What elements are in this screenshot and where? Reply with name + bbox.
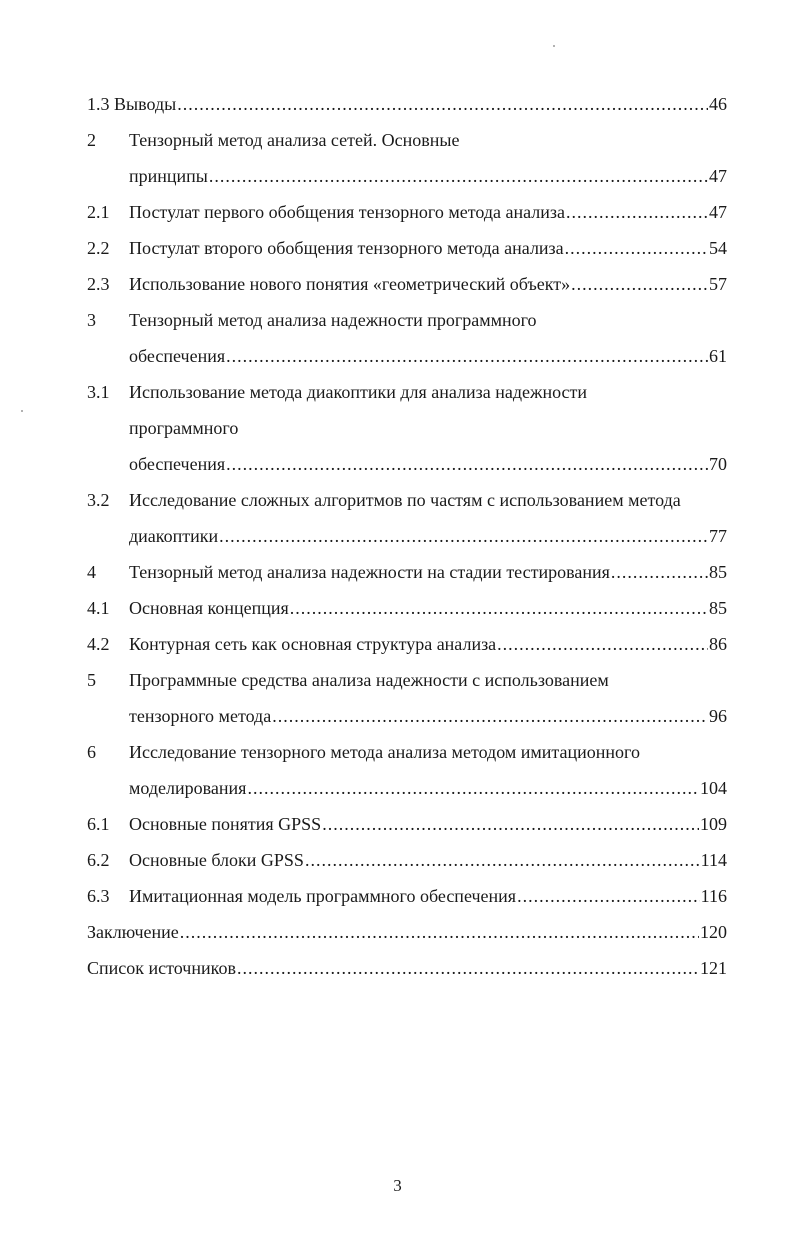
toc-entry-number: 6	[87, 742, 96, 762]
toc-entry-page: 114	[700, 850, 727, 870]
toc-leader-dots	[322, 806, 699, 842]
toc-entry-page: 86	[709, 634, 727, 654]
toc-entry-number: 2.1	[87, 202, 110, 222]
toc-entry-2-2	[87, 230, 727, 266]
toc-entry-title: Исследование сложных алгоритмов по частям с использованием метода	[129, 490, 681, 510]
toc-entry-page: 85	[709, 562, 727, 582]
toc-leader-dots	[611, 554, 708, 590]
toc-leader-dots	[290, 590, 708, 626]
toc-entry-title: тензорного метода	[129, 706, 272, 726]
toc-entry-page: 61	[709, 346, 727, 366]
toc-entry-title: Использование метода диакоптики для анализа надежности	[129, 382, 588, 402]
toc-leader-dots	[180, 914, 699, 950]
toc-leader-dots	[497, 626, 708, 662]
toc-entry-page: 104	[700, 778, 727, 798]
toc-entry-4-1	[87, 590, 727, 626]
toc-entry-6	[87, 734, 727, 770]
toc-entry-number: 5	[87, 670, 96, 690]
toc-entry-number: 4.2	[87, 634, 110, 654]
toc-entry-2	[87, 122, 727, 158]
toc-entry-4	[87, 554, 727, 590]
toc-entry-number: 2	[87, 130, 96, 150]
toc-leader-dots	[517, 878, 700, 914]
toc-entry-page: 70	[709, 454, 727, 474]
toc-entry-number: 3.2	[87, 490, 110, 510]
toc-entry-page: 121	[700, 958, 727, 978]
toc-leader-dots	[305, 842, 700, 878]
toc-entry-number: 2.2	[87, 238, 110, 258]
toc-entry-page: 57	[709, 274, 727, 294]
toc-entry-3-2	[87, 482, 727, 518]
toc-entry-6-3	[87, 878, 727, 914]
toc-entry-title: диакоптики	[129, 526, 219, 546]
toc-entry-title: Тензорный метод анализа сетей. Основные	[129, 130, 460, 150]
toc-leader-dots	[247, 770, 699, 806]
toc-entry-title: Постулат второго обобщения тензорного метода анализа	[129, 238, 564, 258]
toc-entry-page: 120	[700, 922, 727, 942]
toc-entry-6-continuation	[87, 770, 727, 806]
toc-entry-3-continuation	[87, 338, 727, 374]
toc-entry-page: 77	[709, 526, 727, 546]
toc-entry-page: 47	[709, 202, 727, 222]
toc-leader-dots	[565, 230, 708, 266]
toc-leader-dots	[177, 86, 708, 122]
toc-leader-dots	[209, 158, 708, 194]
toc-leader-dots	[566, 194, 708, 230]
toc-entry-2-1	[87, 194, 727, 230]
toc-entry-number: 3.1	[87, 382, 110, 402]
toc-entry-6-1	[87, 806, 727, 842]
toc-entry-title: программного	[129, 418, 239, 438]
toc-entry-2-continuation	[87, 158, 727, 194]
toc-entry-5	[87, 662, 727, 698]
toc-entry-title: моделирования	[129, 778, 247, 798]
toc-entry-4-2	[87, 626, 727, 662]
toc-entry-6-2	[87, 842, 727, 878]
toc-entry-title: принципы	[129, 166, 208, 186]
toc-entry-number: 6.3	[87, 886, 110, 906]
toc-entry-1-3	[87, 86, 727, 122]
scan-speck	[21, 410, 23, 412]
toc-entry-title: Имитационная модель программного обеспечения	[129, 886, 517, 906]
toc-entry-page: 54	[709, 238, 727, 258]
toc-entry-page: 47	[709, 166, 727, 186]
scan-speck	[553, 45, 555, 47]
toc-entry-3-1-continuation	[87, 446, 727, 482]
toc-entry-page: 46	[709, 94, 727, 114]
toc-entry-2-3	[87, 266, 727, 302]
table-of-contents	[87, 86, 727, 986]
toc-entry-title: Основная концепция	[129, 598, 289, 618]
toc-entry-title: Основные понятия GPSS	[129, 814, 322, 834]
toc-entry-title: Заключение	[87, 922, 179, 942]
toc-entry-references	[87, 950, 727, 986]
toc-entry-title: обеспечения	[129, 346, 226, 366]
toc-entry-title: Использование нового понятия «геометрический объект»	[129, 274, 571, 294]
toc-entry-title: Тензорный метод анализа надежности на стадии тестирования	[129, 562, 610, 582]
toc-leader-dots	[272, 698, 708, 734]
toc-leader-dots	[226, 338, 708, 374]
toc-entry-number: 6.2	[87, 850, 110, 870]
toc-entry-title: Список источников	[87, 958, 236, 978]
toc-entry-conclusion	[87, 914, 727, 950]
toc-entry-title: Основные блоки GPSS	[129, 850, 304, 870]
toc-entry-3-2-continuation	[87, 518, 727, 554]
toc-entry-3	[87, 302, 727, 338]
toc-entry-title: Программные средства анализа надежности с использованием	[129, 670, 609, 690]
page-number: 3	[393, 1176, 402, 1195]
toc-leader-dots	[571, 266, 708, 302]
toc-leader-dots	[237, 950, 699, 986]
toc-entry-page: 96	[709, 706, 727, 726]
toc-leader-dots	[219, 518, 708, 554]
toc-entry-page: 116	[700, 886, 727, 906]
toc-entry-number: 3	[87, 310, 96, 330]
toc-entry-title: 1.3 Выводы	[87, 94, 177, 114]
toc-entry-page: 85	[709, 598, 727, 618]
toc-entry-title: Тензорный метод анализа надежности программного	[129, 310, 537, 330]
toc-entry-3-1	[87, 374, 727, 410]
toc-entry-number: 2.3	[87, 274, 110, 294]
toc-leader-dots	[226, 446, 708, 482]
toc-entry-title: Исследование тензорного метода анализа методом имитационного	[129, 742, 640, 762]
toc-entry-number: 6.1	[87, 814, 110, 834]
toc-entry-page: 109	[700, 814, 727, 834]
toc-entry-number: 4	[87, 562, 96, 582]
toc-entry-title: Контурная сеть как основная структура анализа	[129, 634, 497, 654]
toc-entry-title: Постулат первого обобщения тензорного метода анализа	[129, 202, 565, 222]
toc-entry-title: обеспечения	[129, 454, 226, 474]
toc-entry-3-1-continuation	[87, 410, 727, 446]
toc-entry-5-continuation	[87, 698, 727, 734]
toc-entry-number: 4.1	[87, 598, 110, 618]
